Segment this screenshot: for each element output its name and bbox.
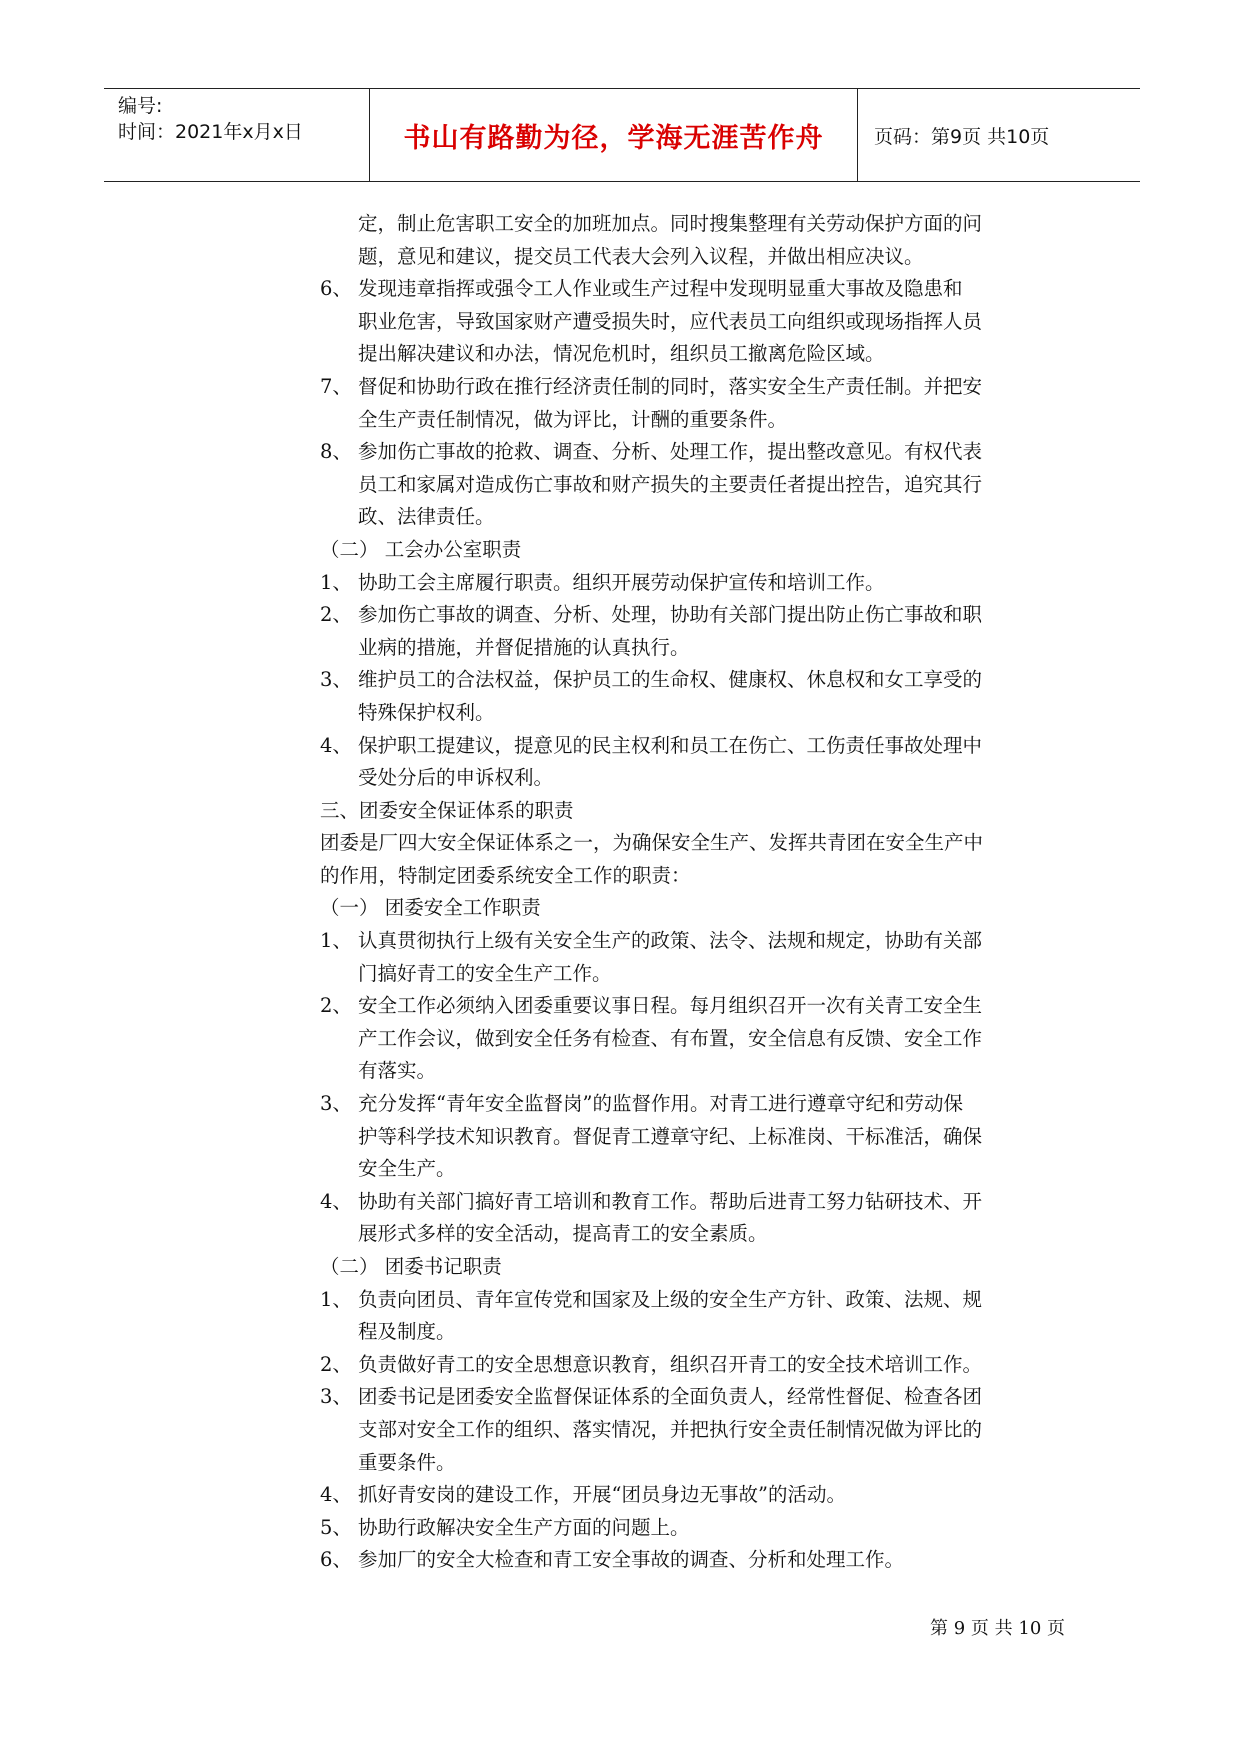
page-footer: 第 9 页 共 10 页 (930, 1618, 1065, 1639)
text-line-continuation: 有落实。 (358, 1059, 437, 1083)
list-item (320, 1544, 1060, 1577)
list-item (320, 1479, 1060, 1512)
list-item (320, 1381, 1060, 1414)
page-header (104, 88, 1140, 182)
list-item (320, 567, 1060, 600)
list-item-text: 抓好青安岗的建设工作，开展“团员身边无事故”的活动。 (358, 1483, 846, 1507)
paragraph-line: 团委是厂四大安全保证体系之一，为确保安全生产、发挥共青团在安全生产中 (320, 831, 984, 855)
list-item-number: 5、 (320, 1515, 352, 1539)
list-item-text: 协助工会主席履行职责。组织开展劳动保护宣传和培训工作。 (358, 570, 885, 594)
list-item (320, 599, 1060, 632)
text-line-continuation: 提出解决建议和办法，情况危机时，组织员工撤离危险区域。 (358, 342, 885, 366)
list-item (320, 1349, 1060, 1382)
text-line-continuation: 全生产责任制情况，做为评比，计酬的重要条件。 (358, 407, 788, 431)
document-body (320, 208, 1060, 1577)
list-item (320, 1512, 1060, 1545)
document-number-label: 编号: (118, 95, 163, 117)
list-item-number: 3、 (320, 668, 352, 692)
list-item-number: 6、 (320, 277, 352, 301)
header-meta (118, 93, 358, 145)
paragraph-line: 三、团委安全保证体系的职责 (320, 798, 574, 822)
text-line-continuation: 门搞好青工的安全生产工作。 (358, 961, 612, 985)
text-line-continuation: 特殊保护权利。 (358, 700, 495, 724)
list-item-text: 保护职工提建议，提意见的民主权利和员工在伤亡、工伤责任事故处理中 (358, 733, 983, 757)
list-item-text: 参加伤亡事故的调查、分析、处理，协助有关部门提出防止伤亡事故和职 (358, 603, 983, 627)
text-line-continuation: 护等科学技术知识教育。督促青工遵章守纪、上标准岗、干标准活，确保 (358, 1124, 983, 1148)
list-item-text: 协助有关部门搞好青工培训和教育工作。帮助后进青工努力钻研技术、开 (358, 1189, 983, 1213)
text-line-continuation: 受处分后的申诉权利。 (358, 766, 554, 790)
list-item-number: 1、 (320, 1287, 352, 1311)
text-line-continuation: 重要条件。 (358, 1450, 456, 1474)
header-divider (857, 89, 858, 181)
list-item-number: 2、 (320, 994, 352, 1018)
list-item-text: 团委书记是团委安全监督保证体系的全面负责人，经常性督促、检查各团 (358, 1385, 983, 1409)
list-item-text: 负责做好青工的安全思想意识教育，组织召开青工的安全技术培训工作。 (358, 1352, 983, 1376)
list-item-number: 4、 (320, 1189, 352, 1213)
list-item-number: 6、 (320, 1548, 352, 1572)
list-item-number: 3、 (320, 1385, 352, 1409)
text-line-continuation: 题，意见和建议，提交员工代表大会列入议程，并做出相应决议。 (358, 244, 924, 268)
list-item (320, 664, 1060, 697)
list-item (320, 1088, 1060, 1121)
list-item-text: 安全工作必须纳入团委重要议事日程。每月组织召开一次有关青工安全生 (358, 994, 983, 1018)
list-item (320, 436, 1060, 469)
list-item-text: 充分发挥“青年安全监督岗”的监督作用。对青工进行遵章守纪和劳动保 (358, 1092, 963, 1116)
list-item-text: 发现违章指挥或强令工人作业或生产过程中发现明显重大事故及隐患和 (358, 277, 963, 301)
list-item-text: 督促和协助行政在推行经济责任制的同时，落实安全生产责任制。并把安 (358, 374, 983, 398)
text-line-continuation: 政、法律责任。 (358, 505, 495, 529)
list-item-number: 1、 (320, 929, 352, 953)
list-item (320, 925, 1060, 958)
list-item (320, 1186, 1060, 1219)
list-item-text: 协助行政解决安全生产方面的问题上。 (358, 1515, 690, 1539)
list-item-number: 1、 (320, 570, 352, 594)
section-heading: （一） 团委安全工作职责 (320, 896, 541, 920)
text-line-continuation: 职业危害，导致国家财产遭受损失时，应代表员工向组织或现场指挥人员 (358, 309, 983, 333)
list-item-number: 8、 (320, 440, 352, 464)
document-time-label: 时间：2021年x月x日 (118, 121, 303, 143)
list-item (320, 990, 1060, 1023)
list-item-text: 参加伤亡事故的抢救、调查、分析、处理工作，提出整改意见。有权代表 (358, 440, 983, 464)
section-heading: （二） 工会办公室职责 (320, 537, 522, 561)
list-item-text: 负责向团员、青年宣传党和国家及上级的安全生产方针、政策、法规、规 (358, 1287, 983, 1311)
text-line-continuation: 展形式多样的安全活动，提高青工的安全素质。 (358, 1222, 768, 1246)
paragraph-line: 的作用，特制定团委系统安全工作的职责： (320, 863, 691, 887)
list-item (320, 1284, 1060, 1317)
text-line-continuation: 程及制度。 (358, 1320, 456, 1344)
section-heading: （二） 团委书记职责 (320, 1255, 502, 1278)
list-item (320, 273, 1060, 306)
list-item-number: 2、 (320, 603, 352, 627)
text-line-continuation: 产工作会议，做到安全任务有检查、有布置，安全信息有反馈、安全工作 (358, 1026, 983, 1050)
list-item-text: 参加厂的安全大检查和青工安全事故的调查、分析和处理工作。 (358, 1548, 905, 1572)
list-item (320, 371, 1060, 404)
list-item-text: 认真贯彻执行上级有关安全生产的政策、法令、法规和规定，协助有关部 (358, 929, 983, 953)
text-line-continuation: 业病的措施，并督促措施的认真执行。 (358, 635, 690, 659)
list-item-number: 7、 (320, 374, 352, 398)
list-item (320, 730, 1060, 763)
list-item-number: 3、 (320, 1092, 352, 1116)
list-item-number: 4、 (320, 1483, 352, 1507)
list-item-text: 维护员工的合法权益，保护员工的生命权、健康权、休息权和女工享受的 (358, 668, 983, 692)
header-page-number: 页码：第9页 共10页 (874, 125, 1050, 148)
header-motto: 书山有路勤为径，学海无涯苦作舟 (403, 122, 824, 154)
text-line-continuation: 安全生产。 (358, 1157, 456, 1181)
list-item-number: 4、 (320, 733, 352, 757)
text-line-continuation: 定，制止危害职工安全的加班加点。同时搜集整理有关劳动保护方面的问 (358, 212, 983, 235)
text-line-continuation: 员工和家属对造成伤亡事故和财产损失的主要责任者提出控告，追究其行 (358, 472, 983, 496)
text-line-continuation: 支部对安全工作的组织、落实情况，并把执行安全责任制情况做为评比的 (358, 1417, 983, 1441)
list-item-number: 2、 (320, 1352, 352, 1376)
